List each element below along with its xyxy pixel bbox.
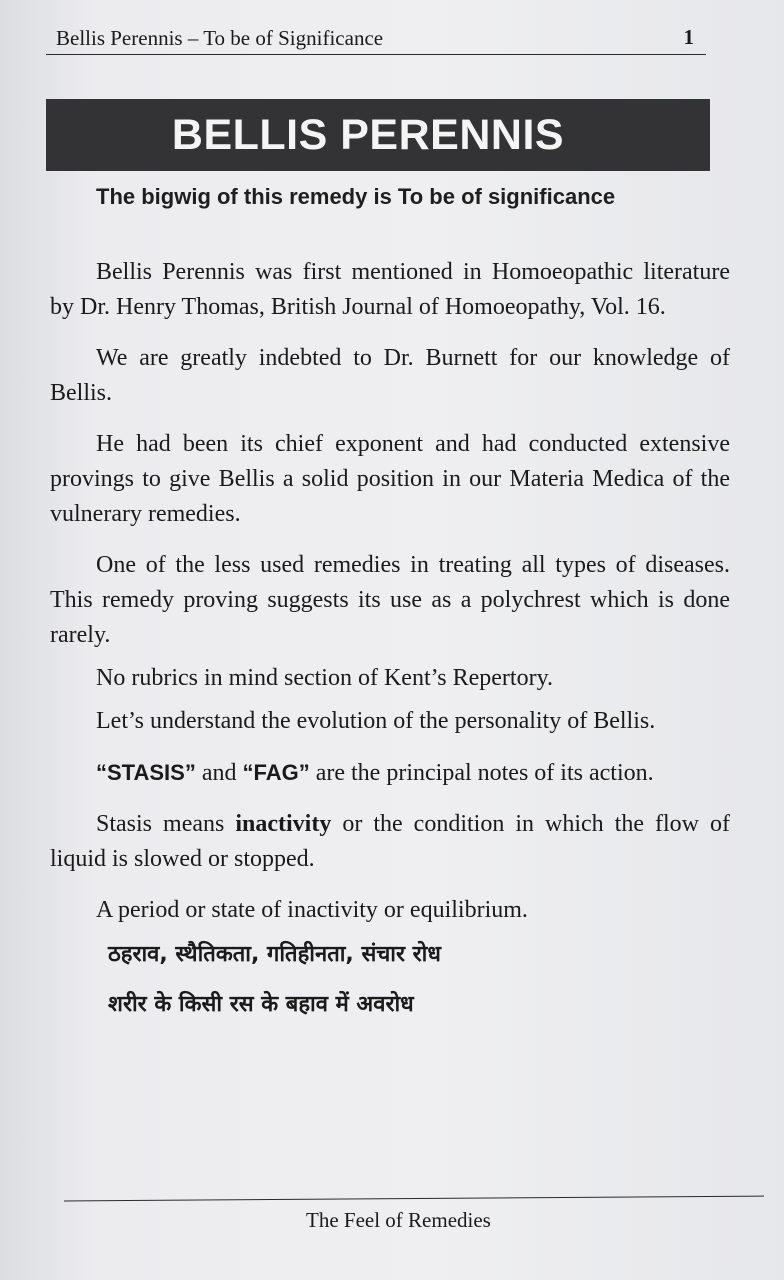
footer-rule <box>64 1196 764 1202</box>
hindi-line-2: शरीर के किसी रस के बहाव में अवरोध <box>108 992 414 1017</box>
running-header <box>46 24 706 55</box>
paragraph-first-mention: Bellis Perennis was first mentioned in Homoeopathic literature by Dr. Henry Thomas, British Journal of Homoeopathy, Vol. 16. <box>50 259 730 320</box>
notes-rest: are the principal notes of its action. <box>309 760 654 786</box>
paragraph-period: A period or state of inactivity or equilibrium. <box>96 897 528 923</box>
paragraph-polychrest: One of the less used remedies in treating all types of diseases. This remedy proving suggests its use as a polychrest which is done rarely. <box>50 552 730 648</box>
chapter-subtitle: The bigwig of this remedy is To be of significance <box>96 184 616 209</box>
term-fag: “FAG” <box>242 760 310 785</box>
body-text <box>50 255 730 1036</box>
chapter-banner <box>46 99 710 171</box>
paragraph-burnett: We are greatly indebted to Dr. Burnett for our knowledge of Bellis. <box>50 345 730 406</box>
running-title: Bellis Perennis – To be of Significance <box>56 26 384 50</box>
term-stasis: “STASIS” <box>96 760 196 785</box>
paragraph-stasis-definition <box>50 807 730 877</box>
stasis-after: or the condition in which the flow of liquid is slowed or stopped. <box>50 811 730 872</box>
paragraph-rubrics: No rubrics in mind section of Kent’s Repertory. <box>96 665 554 691</box>
stasis-bold-term: inactivity <box>235 811 332 837</box>
paragraph-exponent: He had been its chief exponent and had conducted extensive provings to give Bellis a solid position in our Materia Medica of the vulnerary remedies. <box>50 431 730 527</box>
chapter-title: BELLIS PERENNIS <box>171 110 565 159</box>
notes-connector: and <box>195 760 243 786</box>
stasis-before: Stasis means <box>96 811 236 837</box>
paragraph-principal-notes <box>50 755 730 791</box>
page-number: 1 <box>683 25 694 49</box>
footer-book-title: The Feel of Remedies <box>306 1208 491 1232</box>
hindi-line-1: ठहराव, स्थैतिकता, गतिहीनता, संचार रोध <box>108 942 441 967</box>
paragraph-evolution: Let’s understand the evolution of the personality of Bellis. <box>96 708 656 734</box>
